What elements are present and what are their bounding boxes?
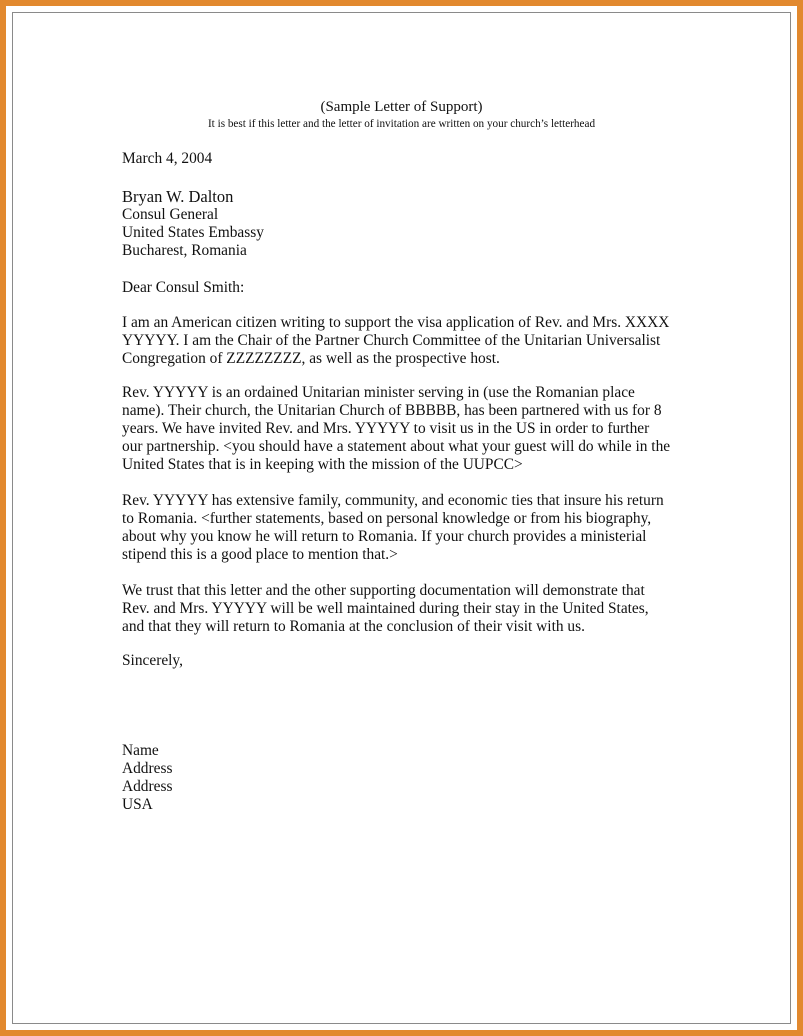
- paragraph-2: [122, 384, 682, 474]
- paragraph-line: years. We have invited Rev. and Mrs. YYYYY to visit us in the US in order to further: [122, 420, 650, 437]
- paragraph-line: stipend this is a good place to mention that.>: [122, 546, 398, 563]
- paragraph-line: United States that is in keeping with the mission of the UUPCC>: [122, 456, 523, 473]
- paragraph-line: about why you know he will return to Romania. If your church provides a ministerial: [122, 528, 647, 545]
- closing-text: Sincerely,: [122, 652, 183, 669]
- recipient-city: Bucharest, Romania: [122, 242, 247, 259]
- paragraph-line: Rev. and Mrs. YYYYY will be well maintained during their stay in the United States,: [122, 600, 649, 617]
- paragraph-1: [122, 314, 682, 368]
- paragraph-line: name). Their church, the Unitarian Church of BBBBB, has been partnered with us for 8: [122, 402, 662, 419]
- signature-block: [122, 742, 682, 814]
- recipient-address: [122, 188, 682, 260]
- recipient-organization: United States Embassy: [122, 224, 264, 241]
- paragraph-line: I am an American citizen writing to support the visa application of Rev. and Mrs. XXXX: [122, 314, 670, 331]
- date-text: March 4, 2004: [122, 150, 213, 167]
- paragraph-line: Rev. YYYYY has extensive family, community, and economic ties that insure his return: [122, 492, 664, 509]
- closing: [122, 652, 682, 670]
- paragraph-line: Congregation of ZZZZZZZZ, as well as the prospective host.: [122, 350, 500, 367]
- signature-name: Name: [122, 742, 159, 759]
- letter-date: [122, 150, 682, 168]
- paragraph-line: and that they will return to Romania at the conclusion of their visit with us.: [122, 618, 585, 635]
- paragraph-line: our partnership. <you should have a statement about what your guest will do while in the: [122, 438, 671, 455]
- recipient-name: Bryan W. Dalton: [122, 187, 234, 206]
- salutation-text: Dear Consul Smith:: [122, 279, 245, 296]
- recipient-title: Consul General: [122, 206, 219, 223]
- salutation: [122, 279, 682, 297]
- paragraph-3: [122, 492, 682, 564]
- letter-heading: (Sample Letter of Support): [320, 99, 483, 115]
- signature-address-2: Address: [122, 778, 173, 795]
- letter-subheading: It is best if this letter and the letter of invitation are written on your church’s letterhead: [207, 118, 596, 130]
- signature-address-1: Address: [122, 760, 173, 777]
- paragraph-line: to Romania. <further statements, based on personal knowledge or from his biography,: [122, 510, 652, 527]
- paragraph-4: [122, 582, 682, 636]
- paragraph-line: We trust that this letter and the other supporting documentation will demonstrate that: [122, 582, 645, 599]
- paragraph-line: Rev. YYYYY is an ordained Unitarian minister serving in (use the Romanian place: [122, 384, 635, 401]
- signature-country: USA: [122, 796, 153, 813]
- paragraph-line: YYYYY. I am the Chair of the Partner Church Committee of the Unitarian Universalist: [122, 332, 661, 349]
